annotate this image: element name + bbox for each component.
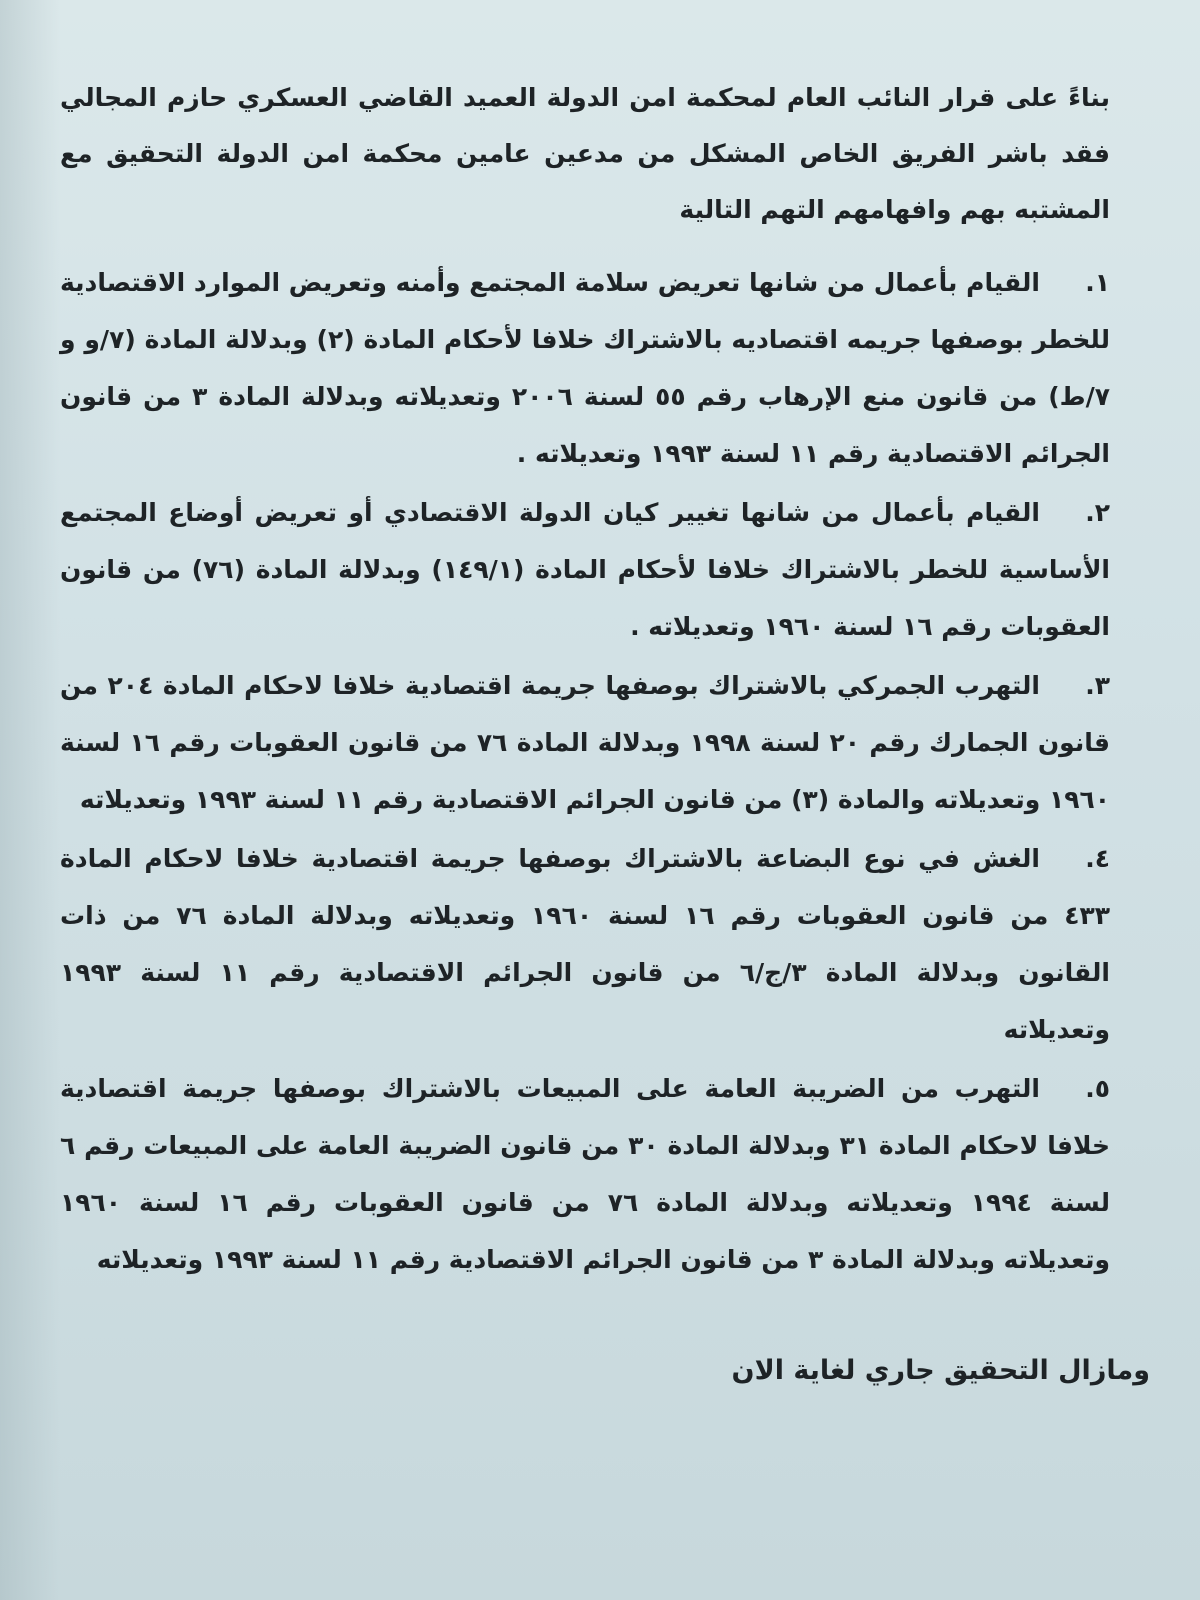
charge-number: ٣. xyxy=(1085,671,1110,700)
charge-text: القيام بأعمال من شانها تعريض سلامة المجتمع وأمنه وتعريض الموارد الاقتصادية للخطر بوصفها جريمه اقتصاديه بالاشتراك خلافا لأحكام المادة (٢) وبدلالة المادة (٧/و و ٧/ط) من قانون منع الإرهاب رقم ٥٥ لسنة ٢٠٠٦ وتعديلاته وبدلالة المادة ٣ من قانون الجرائم الاقتصادية رقم ١١ لسنة ١٩٩٣ وتعديلاته . xyxy=(60,268,1111,468)
charge-number: ١. xyxy=(1085,268,1110,297)
charge-text: الغش في نوع البضاعة بالاشتراك بوصفها جريمة اقتصادية خلافا لاحكام المادة ٤٣٣ من قانون العقوبات رقم ١٦ لسنة ١٩٦٠ وتعديلاته وبدلالة المادة ٧٦ من ذات القانون وبدلالة المادة ٣/ج/٦ من قانون الجرائم الاقتصادية رقم ١١ لسنة ١٩٩٣ وتعديلاته xyxy=(60,844,1111,1044)
charge-text: التهرب من الضريبة العامة على المبيعات بالاشتراك بوصفها جريمة اقتصادية خلافا لاحكام المادة ٣١ وبدلالة المادة ٣٠ من قانون الضريبة العامة على المبيعات رقم ٦ لسنة ١٩٩٤ وتعديلاته وبدلالة المادة ٧٦ من قانون العقوبات رقم ١٦ لسنة ١٩٦٠ وتعديلاته وبدلالة المادة ٣ من قانون الجرائم الاقتصادية رقم ١١ لسنة ١٩٩٣ وتعديلاته xyxy=(60,1074,1110,1274)
intro-paragraph: بناءً على قرار النائب العام لمحكمة امن الدولة العميد القاضي العسكري حازم المجالي فقد باشر الفريق الخاص المشكل من مدعين عامين محكمة امن الدولة التحقيق مع المشتبه بهم وافهامهم التهم التالية xyxy=(60,83,1110,224)
charge-text: التهرب الجمركي بالاشتراك بوصفها جريمة اقتصادية خلافا لاحكام المادة ٢٠٤ من قانون الجمارك رقم ٢٠ لسنة ١٩٩٨ وبدلالة المادة ٧٦ من قانون العقوبات رقم ١٦ لسنة ١٩٦٠ وتعديلاته والمادة (٣) من قانون الجرائم الاقتصادية رقم ١١ لسنة ١٩٩٣ وتعديلاته xyxy=(60,671,1110,814)
charge-item-5 xyxy=(60,1060,1120,1288)
paper-shadow xyxy=(0,0,60,1600)
charge-number: ٤. xyxy=(1085,844,1110,873)
charge-item-4 xyxy=(60,830,1120,1058)
charge-item-2 xyxy=(60,484,1120,655)
charge-number: ٢. xyxy=(1085,498,1110,527)
document-body xyxy=(60,70,1120,1290)
charge-number: ٥. xyxy=(1085,1074,1110,1103)
closing-line: ومازال التحقيق جاري لغاية الان xyxy=(731,1355,1150,1386)
charge-item-3 xyxy=(60,657,1120,828)
charge-item-1 xyxy=(60,254,1120,482)
charge-text: القيام بأعمال من شانها تغيير كيان الدولة الاقتصادي أو تعريض أوضاع المجتمع الأساسية للخطر بالاشتراك خلافا لأحكام المادة (١٤٩/١) وبدلالة المادة (٧٦) من قانون العقوبات رقم ١٦ لسنة ١٩٦٠ وتعديلاته . xyxy=(60,498,1111,641)
